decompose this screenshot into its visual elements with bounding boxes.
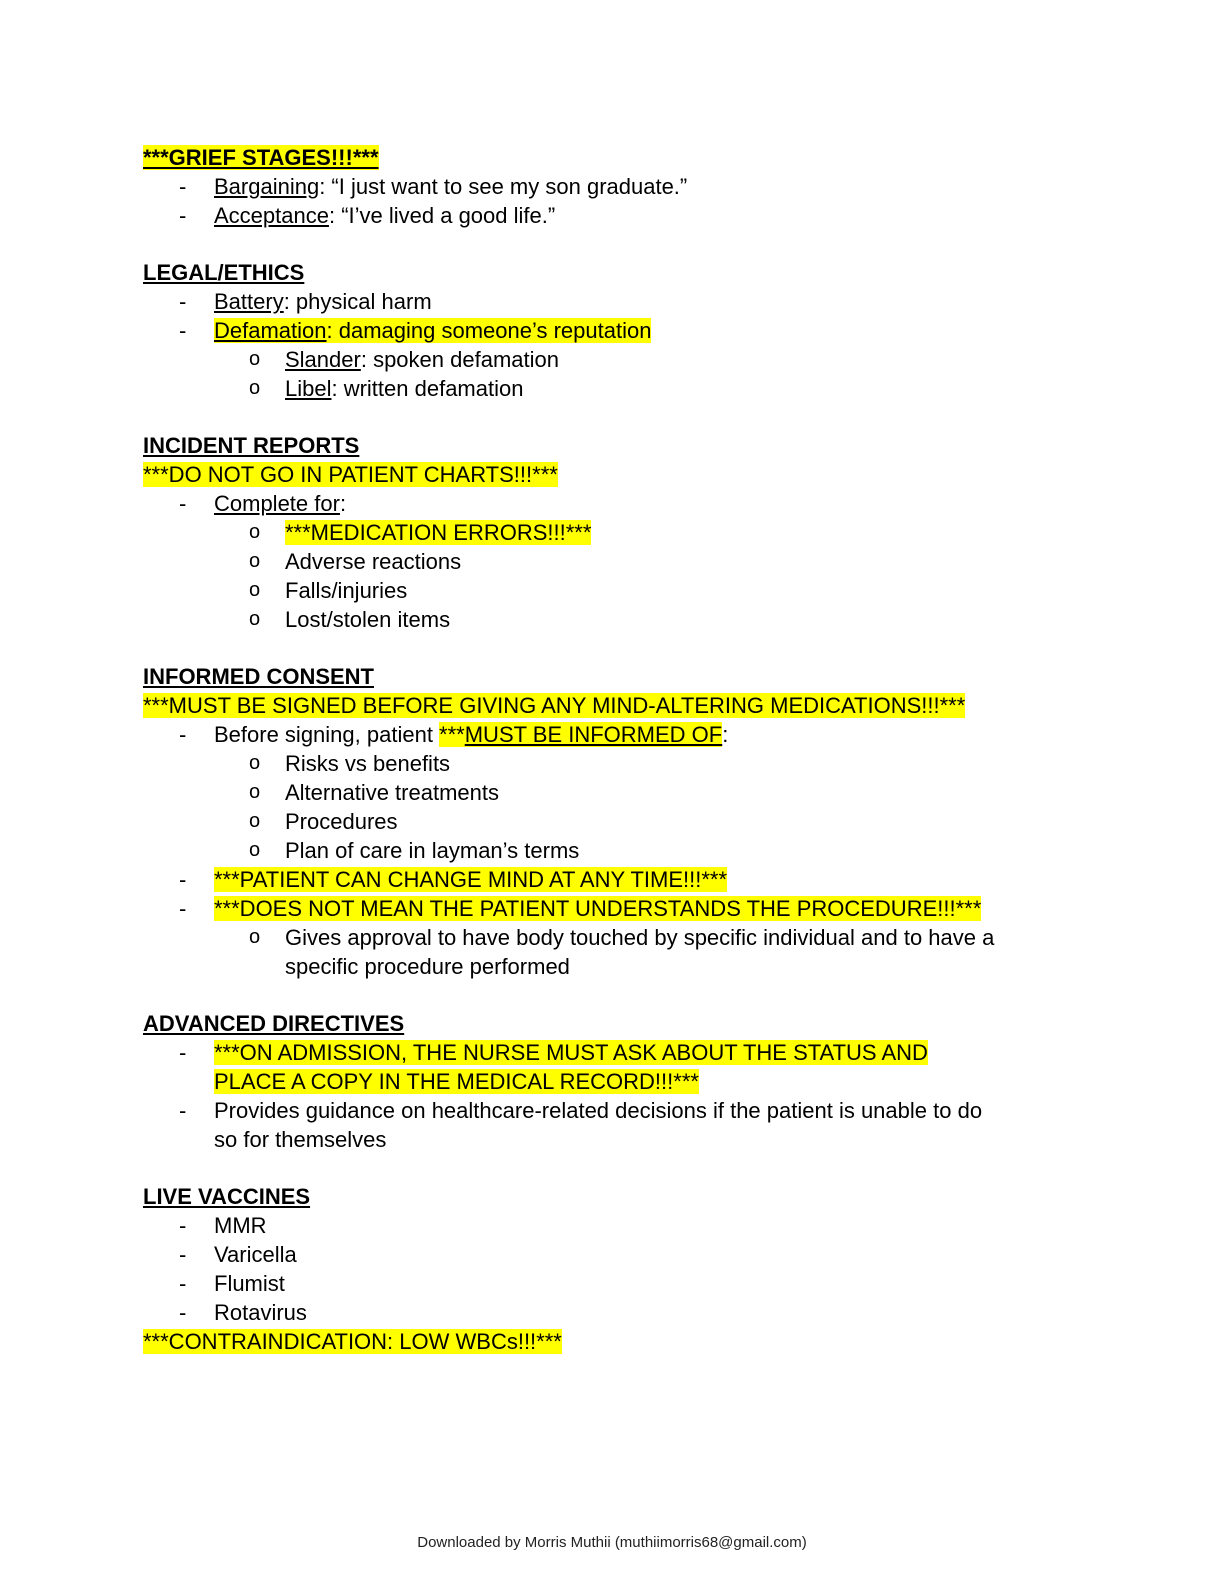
- incident-note: ***DO NOT GO IN PATIENT CHARTS!!!***: [143, 462, 558, 487]
- list-item: - Flumist: [179, 1271, 285, 1296]
- list-item: o Alternative treatments: [249, 780, 499, 805]
- list-item: o Libel: written defamation: [249, 376, 524, 401]
- list-item: - ***PATIENT CAN CHANGE MIND AT ANY TIME!!!***: [179, 867, 728, 892]
- list-item: - Provides guidance on healthcare-related decisions if the patient is unable to do so for themselves: [179, 1098, 983, 1152]
- list-item: o Procedures: [249, 809, 398, 834]
- list-item: - MMR: [179, 1213, 267, 1238]
- list-item: - Bargaining: “I just want to see my son graduate.”: [179, 174, 688, 199]
- list-item: - ***DOES NOT MEAN THE PATIENT UNDERSTANDS THE PROCEDURE!!!***: [179, 896, 982, 921]
- vaccines-heading: LIVE VACCINES: [143, 1184, 311, 1209]
- list-item: - Varicella: [179, 1242, 297, 1267]
- list-item: - ***ON ADMISSION, THE NURSE MUST ASK ABOUT THE STATUS AND PLACE A COPY IN THE MEDICAL RECORD!!!***: [179, 1040, 928, 1094]
- list-item: o Plan of care in layman’s terms: [249, 838, 580, 863]
- list-item: o Adverse reactions: [249, 549, 462, 574]
- consent-heading: INFORMED CONSENT: [143, 664, 374, 689]
- list-item: - Rotavirus: [179, 1300, 307, 1325]
- list-item: - Defamation: damaging someone’s reputation: [179, 318, 652, 343]
- list-item: o Lost/stolen items: [249, 607, 451, 632]
- list-item: o Gives approval to have body touched by specific individual and to have a specific procedure performed: [249, 925, 995, 979]
- list-item: o ***MEDICATION ERRORS!!!***: [249, 520, 592, 545]
- list-item: - Battery: physical harm: [179, 289, 432, 314]
- incident-heading: INCIDENT REPORTS: [143, 433, 360, 458]
- list-item: - Acceptance: “I’ve lived a good life.”: [179, 203, 556, 228]
- legal-heading: LEGAL/ETHICS: [143, 260, 305, 285]
- list-item: o Falls/injuries: [249, 578, 408, 603]
- consent-note: ***MUST BE SIGNED BEFORE GIVING ANY MIND-ALTERING MEDICATIONS!!!***: [143, 693, 966, 718]
- list-item: o Slander: spoken defamation: [249, 347, 559, 372]
- list-item: o Risks vs benefits: [249, 751, 451, 776]
- list-item: - Before signing, patient ***MUST BE INFORMED OF:: [179, 722, 729, 747]
- document-page: [143, 143, 1083, 1356]
- grief-heading: ***GRIEF STAGES!!!***: [143, 145, 379, 170]
- directives-heading: ADVANCED DIRECTIVES: [143, 1011, 405, 1036]
- vaccines-note: ***CONTRAINDICATION: LOW WBCs!!!***: [143, 1329, 562, 1354]
- list-item: - Complete for:: [179, 491, 347, 516]
- download-footer: Downloaded by Morris Muthii (muthiimorris68@gmail.com): [417, 1534, 807, 1551]
